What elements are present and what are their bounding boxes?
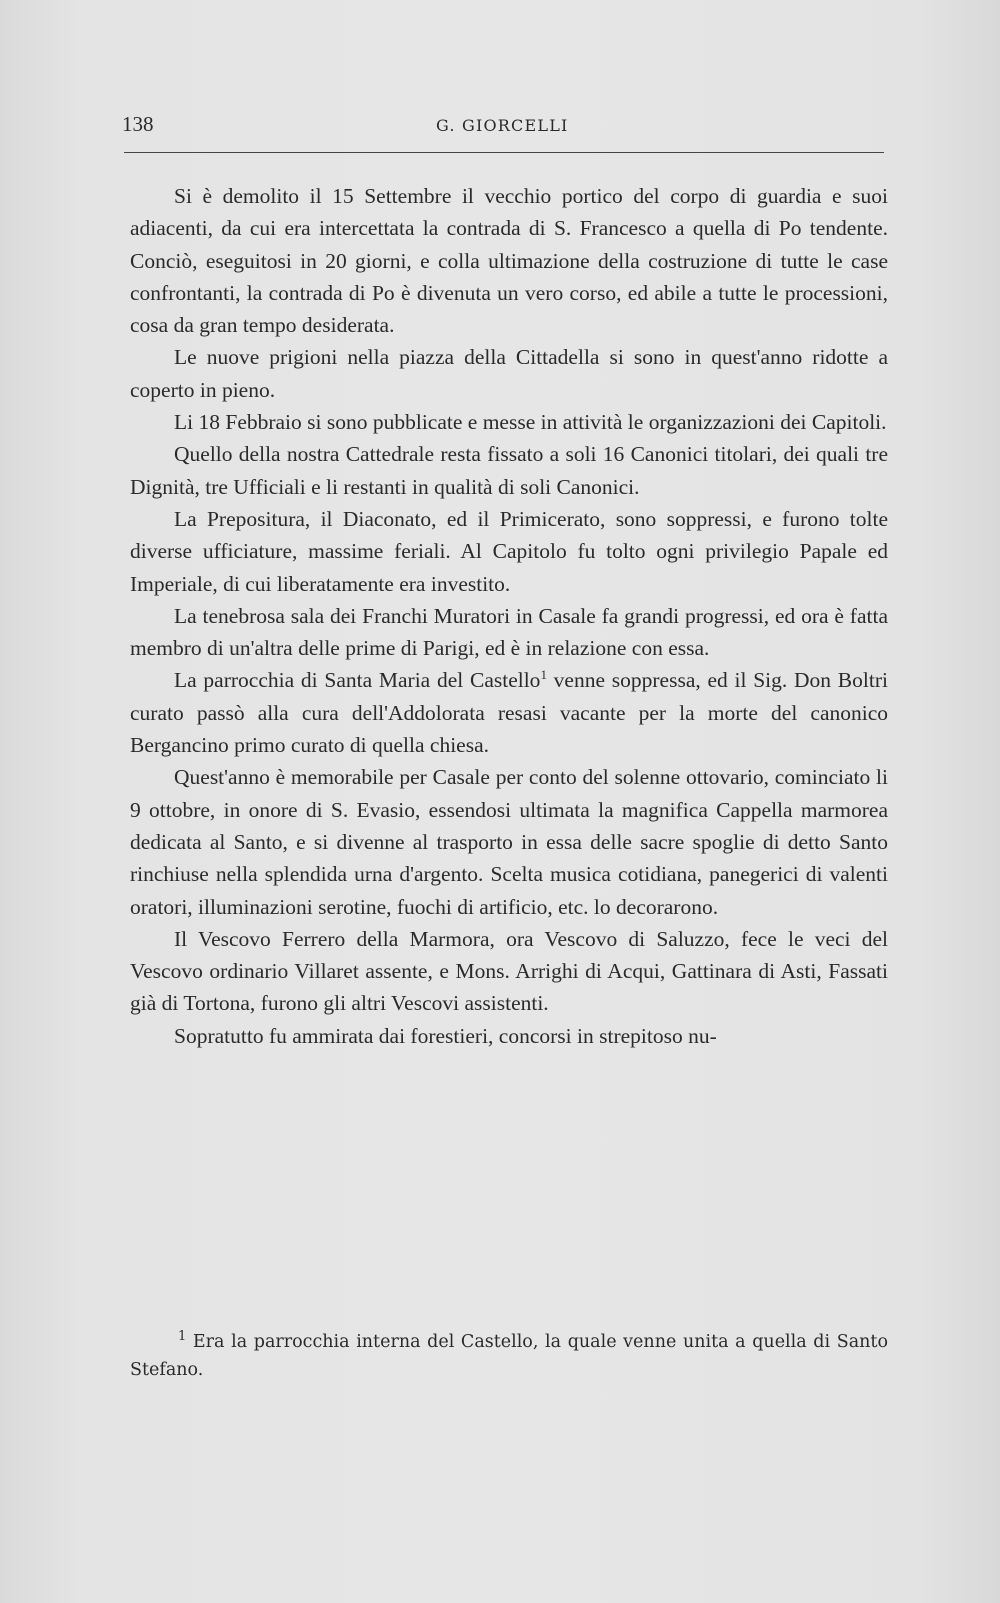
paragraph-franchi-muratori: La tenebrosa sala dei Franchi Muratori in Casale fa grandi progressi, ed ora è fatta membro di un'altra delle prime di Parigi, ed è in relazione con essa.: [130, 603, 888, 661]
paragraph-prigioni: Le nuove prigioni nella piazza della Cittadella si sono in quest'anno ridotte a coperto in pieno.: [130, 345, 888, 402]
footnote-text: [130, 1328, 888, 1384]
footnote-reference[interactable]: 1: [540, 667, 547, 683]
body-text: [130, 180, 888, 1052]
footnote: [130, 1328, 888, 1384]
paragraph-prepositura: La Prepositura, il Diaconato, ed il Primicerato, sono soppressi, e furono tolte diverse ufficiature, massime feriali. Al Capitolo fu tolto ogni privilegio Papale ed Imperiale, di cui liberatamente era investito.: [130, 506, 888, 596]
paragraph-castello-text-after: venne soppressa, ed il Sig. Don Boltri curato passò alla cura dell'Addolorata resasi vacante per la morte del canonico Bergancino primo curato di quella chiesa.: [130, 668, 888, 758]
paragraph-cattedrale: Quello della nostra Cattedrale resta fissato a soli 16 Canonici titolari, dei quali tre Dignità, tre Ufficiali e li restanti in qualità di soli Canonici.: [130, 442, 888, 499]
header-rule: [124, 152, 884, 153]
paragraph-castello: [130, 664, 888, 761]
footnote-body: Era la parrocchia interna del Castello, la quale venne unita a quella di Santo Stefano.: [130, 1332, 888, 1380]
page-header: [122, 110, 884, 140]
page-number: 138: [122, 112, 154, 136]
paragraph-capitoli: Li 18 Febbraio si sono pubblicate e messe in attività le organizzazioni dei Capitoli.: [174, 410, 887, 435]
paragraph-forestieri: Sopratutto fu ammirata dai forestieri, concorsi in strepitoso nu-: [174, 1023, 717, 1048]
paragraph-castello-text-before: La parrocchia di Santa Maria del Castello: [174, 668, 541, 693]
running-head: G. GIORCELLI: [436, 116, 569, 135]
paragraph-vescovi: Il Vescovo Ferrero della Marmora, ora Vescovo di Saluzzo, fece le veci del Vescovo ordinario Villaret assente, e Mons. Arrighi di Acqui, Gattinara di Asti, Fassati già di Tortona, furono gli altri Vescovi assistenti.: [130, 926, 888, 1016]
footnote-marker: 1: [178, 1329, 187, 1345]
paragraph-ottovario: Quest'anno è memorabile per Casale per conto del solenne ottovario, cominciato li 9 ottobre, in onore di S. Evasio, essendosi ultimata la magnifica Cappella marmorea dedicata al Santo, e si divenne al trasporto in essa delle sacre spoglie di detto Santo rinchiuse nella splendida urna d'argento. Scelta musica cotidiana, panegerici di valenti oratori, illuminazioni serotine, fuochi di artificio, etc. lo decorarono.: [130, 765, 888, 919]
paragraph-corpo-di-guardia: Si è demolito il 15 Settembre il vecchio portico del corpo di guardia e suoi adiacenti, da cui era intercettata la contrada di S. Francesco a quella di Po tendente. Conciò, eseguitosi in 20 giorni, e colla ultimazione della costruzione di tutte le case confrontanti, la contrada di Po è divenuta un vero corso, ed abile a tutte le processioni, cosa da gran tempo desiderata.: [130, 184, 888, 338]
